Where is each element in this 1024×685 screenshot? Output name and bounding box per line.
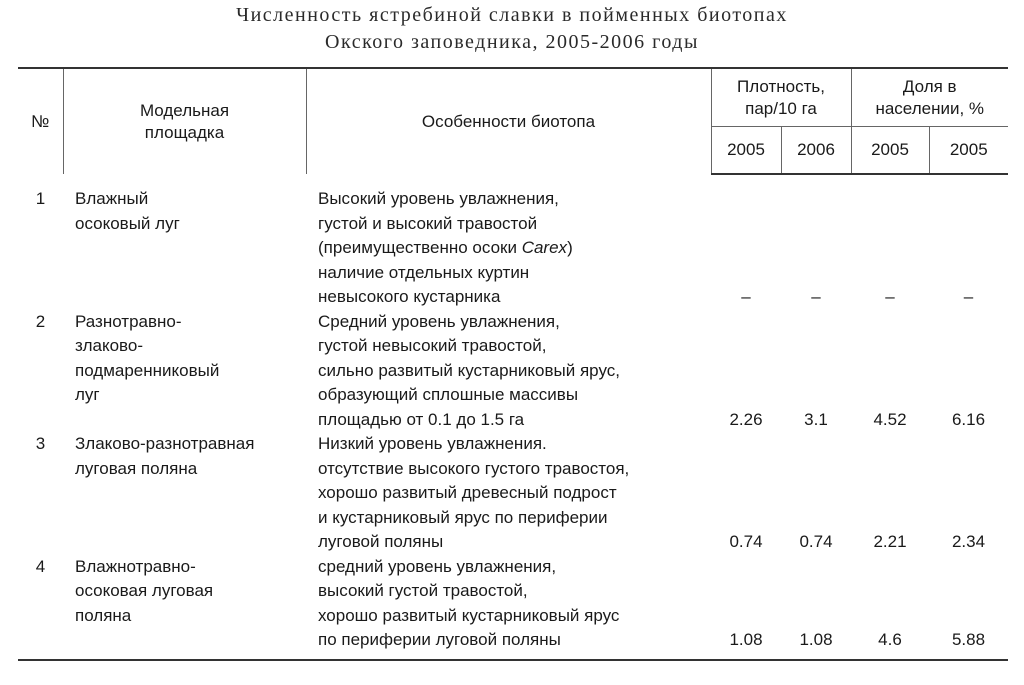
biotope-description: Низкий уровень увлажнения. отсутствие высокого густого травостоя, хорошо развитый древесный подрост и кустарниковый ярус по периферии луговой поляны [318, 434, 630, 551]
table-row [18, 174, 1008, 310]
caption-line-2: Окского заповедника, 2005-2006 годы [325, 31, 699, 53]
density-2005: 0.74 [729, 532, 763, 551]
col-header-num: № [18, 68, 63, 174]
col-header-share: Доля в населении, % [851, 68, 1008, 127]
row-number: 1 [35, 189, 46, 208]
share-2005: 4.52 [873, 409, 907, 429]
row-number: 2 [35, 311, 46, 331]
density-2006: 0.74 [799, 532, 833, 551]
row-number: 4 [18, 555, 63, 660]
table-row [18, 432, 1008, 555]
table-caption [0, 0, 1024, 56]
biotope-description: Средний уровень увлажнения, густой невысокий травостой, сильно развитый кустарниковый ярус, образующий сплошные массивы площадью от 0.1 до 1.5 га [318, 311, 620, 429]
density-2005: 1.08 [711, 555, 781, 660]
table-row [18, 555, 1008, 660]
caption-line-1: Численность ястребиной славки в пойменных биотопах [236, 4, 788, 26]
share-2005: – [885, 287, 895, 306]
latin-genus: Carex [521, 238, 568, 257]
biotope-description: Высокий уровень увлажнения, густой и высокий травостой (преимущественно осоки Carex) наличие отдельных куртин невысокого кустарника [318, 189, 573, 306]
density-2005: – [741, 287, 751, 306]
share-2005-b: 6.16 [951, 409, 986, 429]
share-2005-b: 2.34 [951, 532, 986, 551]
site-name: Влажный осоковый луг [75, 189, 180, 233]
header-row [18, 68, 1008, 127]
col-header-site: Модельная площадка [63, 68, 306, 174]
year-header: 2005 [929, 127, 1008, 175]
density-2005: 2.26 [729, 409, 763, 429]
share-2005: 4.6 [851, 555, 929, 660]
site-name: Влажнотравно- осоковая луговая поляна [63, 555, 306, 660]
year-header: 2005 [711, 127, 781, 175]
density-2006: – [811, 287, 821, 306]
share-2005: 2.21 [873, 532, 907, 551]
biotope-description: средний уровень увлажнения, высокий густой травостой, хорошо развитый кустарниковый ярус по периферии луговой поляны [306, 555, 711, 660]
density-2006: 3.1 [804, 409, 828, 429]
site-name: Разнотравно- злаково- подмаренниковый луг [75, 311, 220, 404]
share-2005-b: 5.88 [929, 555, 1008, 660]
data-table [18, 67, 1008, 661]
share-2005-b: – [963, 287, 974, 306]
site-name: Злаково-разнотравная луговая поляна [75, 434, 255, 478]
year-header: 2005 [851, 127, 929, 175]
row-number: 3 [35, 434, 46, 453]
table-row [18, 310, 1008, 433]
density-2006: 1.08 [781, 555, 851, 660]
col-header-biotope: Особенности биотопа [306, 68, 711, 174]
year-header: 2006 [781, 127, 851, 175]
col-header-density: Плотность, пар/10 га [711, 68, 851, 127]
